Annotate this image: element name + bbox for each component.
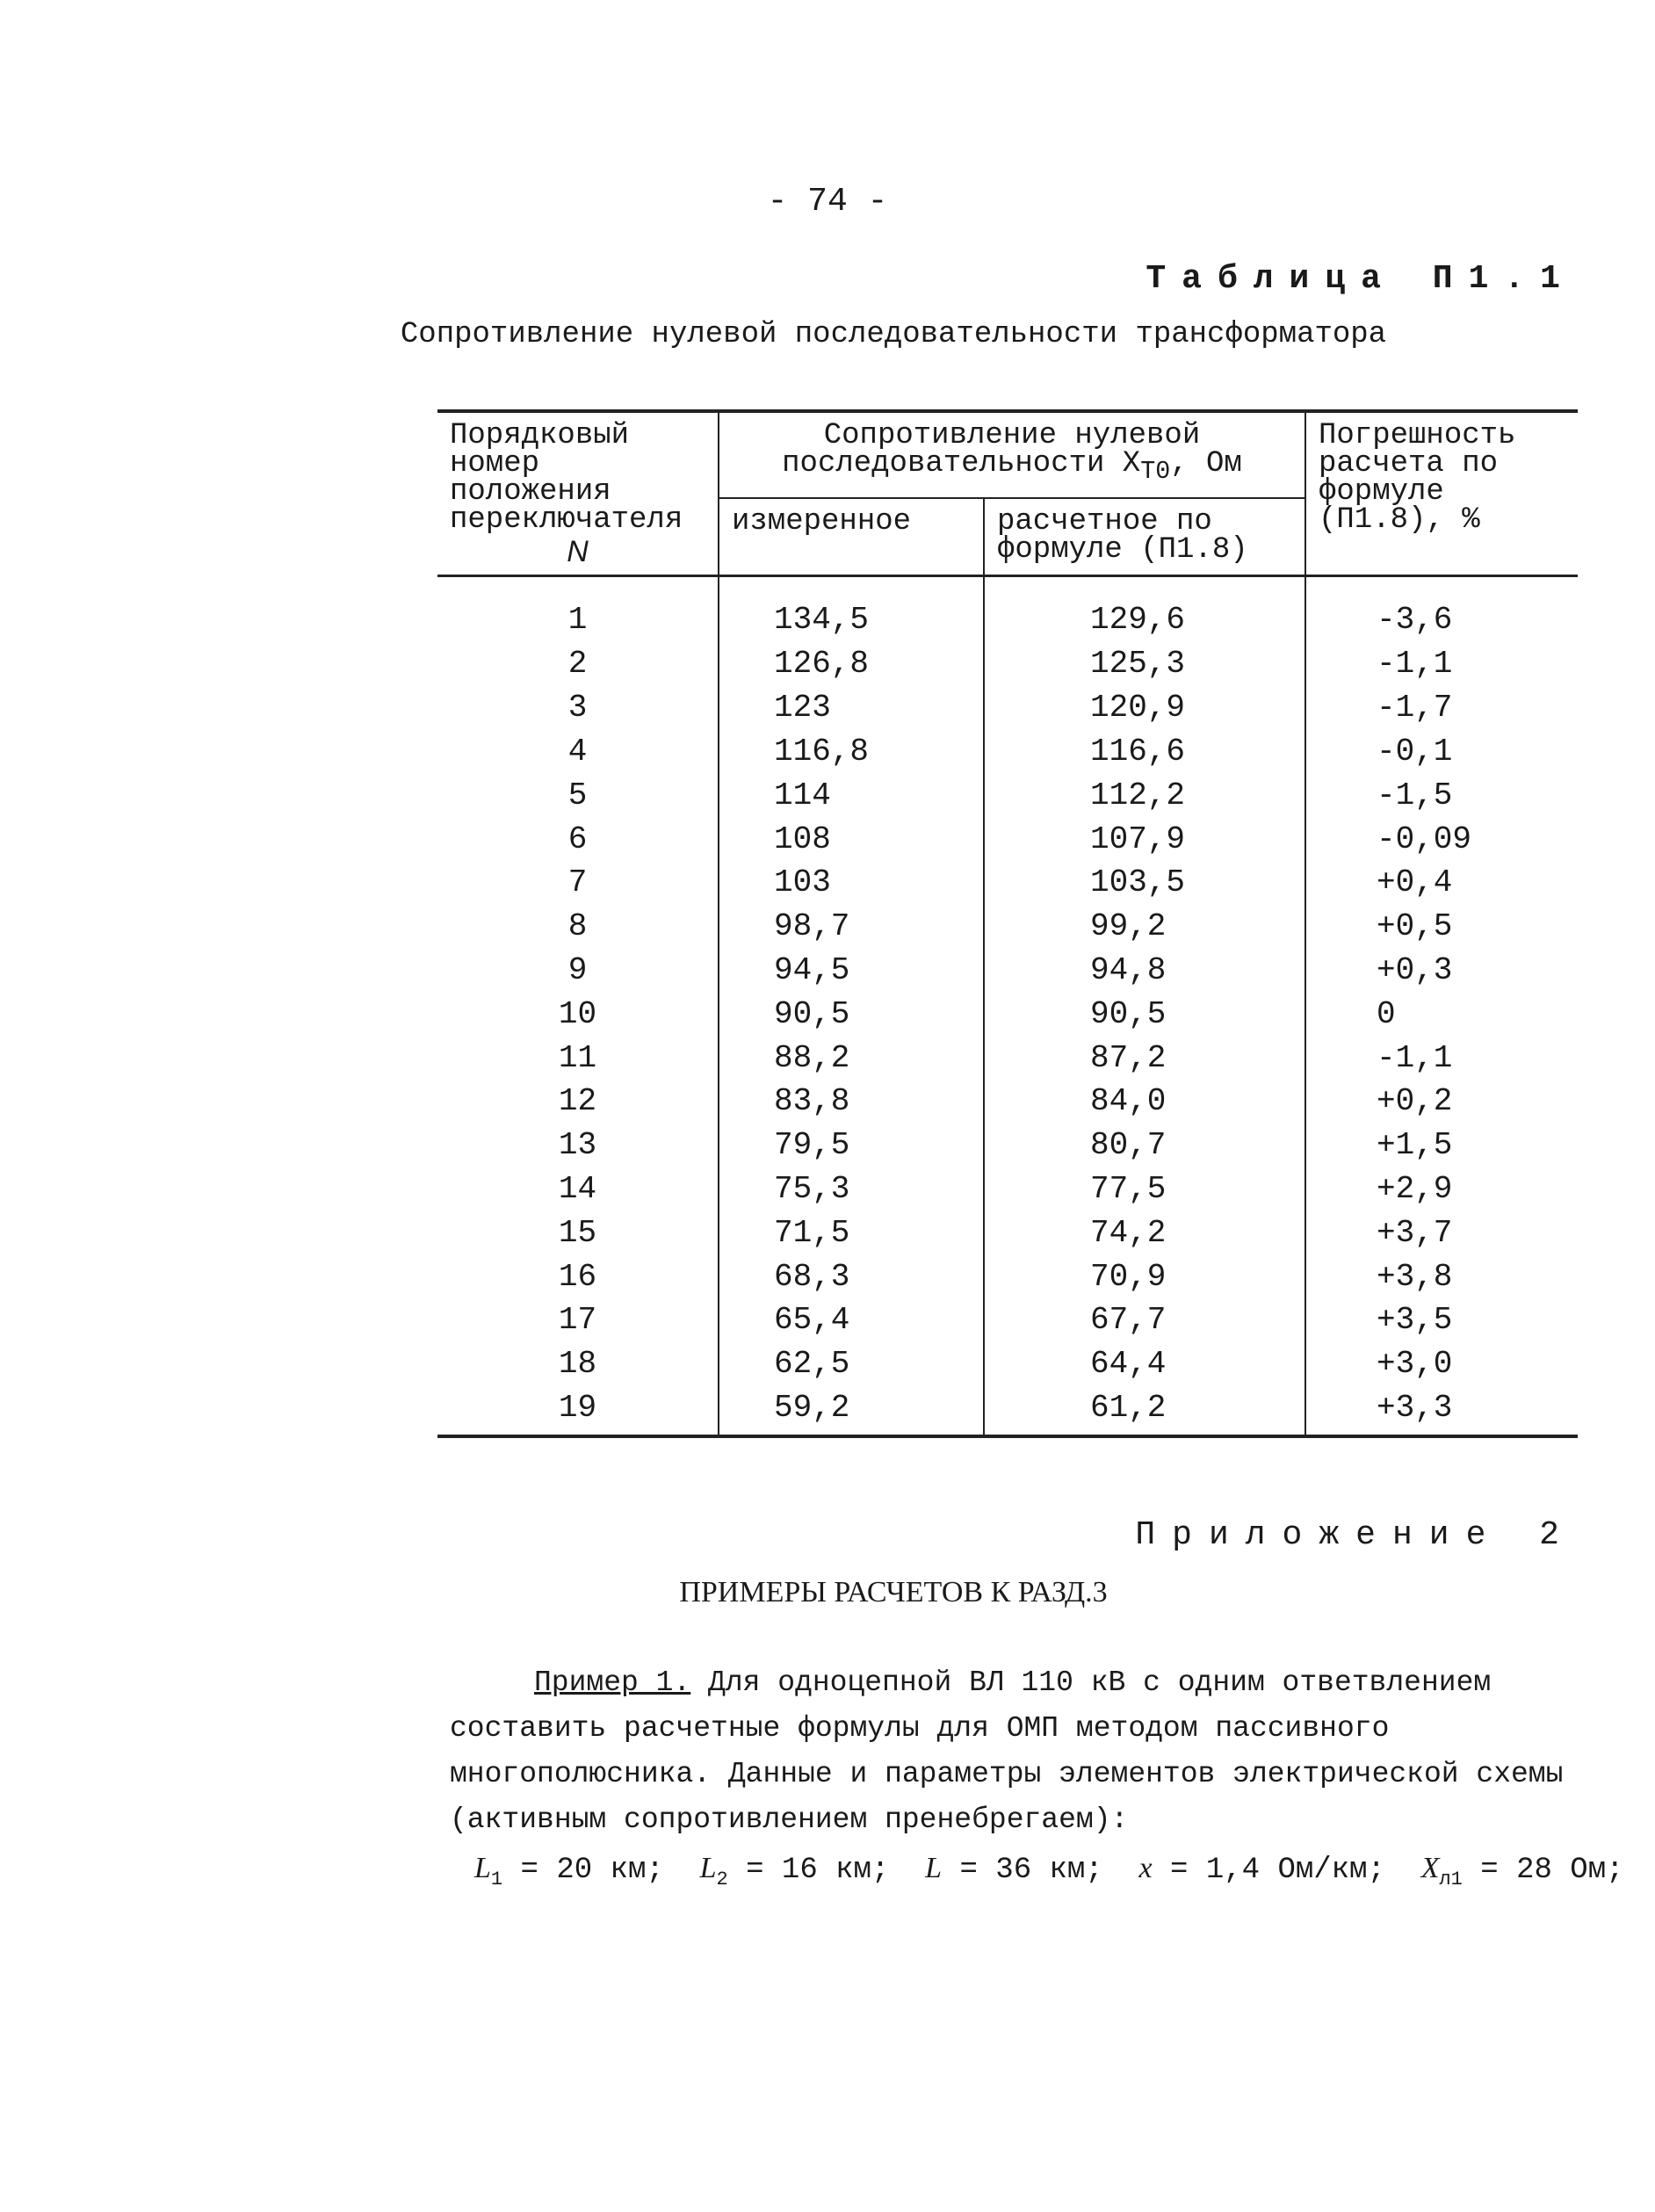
table-row (437, 992, 1578, 1036)
param-l2-sub: 2 (716, 1868, 728, 1890)
cell-error: -0,1 (1305, 730, 1578, 774)
table-row (437, 686, 1578, 730)
cell-measured: 114 (719, 773, 984, 817)
cell-calculated: 64,4 (984, 1342, 1305, 1386)
table-title: Сопротивление нулевой последовательности трансформатора (400, 318, 1387, 351)
table-label: Таблица П1.1 (1145, 260, 1576, 298)
cell-position: 4 (437, 730, 719, 774)
cell-error: -1,1 (1305, 642, 1578, 686)
cell-calculated: 87,2 (984, 1036, 1305, 1080)
cell-error: +0,5 (1305, 905, 1578, 949)
cell-error: -1,1 (1305, 1036, 1578, 1080)
cell-error: -3,6 (1305, 576, 1578, 643)
cell-position: 10 (437, 992, 719, 1036)
cell-measured: 134,5 (719, 576, 984, 643)
param-l1-value: = 20 км; (502, 1854, 664, 1887)
cell-measured: 62,5 (719, 1342, 984, 1386)
cell-calculated: 103,5 (984, 861, 1305, 905)
cell-position: 5 (437, 773, 719, 817)
cell-measured: 98,7 (719, 905, 984, 949)
cell-measured: 68,3 (719, 1254, 984, 1298)
cell-calculated: 107,9 (984, 817, 1305, 861)
cell-measured: 116,8 (719, 730, 984, 774)
table-row (437, 1080, 1578, 1124)
cell-calculated: 70,9 (984, 1254, 1305, 1298)
cell-position: 14 (437, 1167, 719, 1211)
table-row (437, 905, 1578, 949)
cell-position: 19 (437, 1386, 719, 1437)
cell-measured: 75,3 (719, 1167, 984, 1211)
cell-calculated: 125,3 (984, 642, 1305, 686)
cell-measured: 59,2 (719, 1386, 984, 1437)
table-row (437, 642, 1578, 686)
param-x-symbol: x (1138, 1852, 1153, 1884)
cell-error: +2,9 (1305, 1167, 1578, 1211)
cell-measured: 79,5 (719, 1124, 984, 1167)
cell-calculated: 61,2 (984, 1386, 1305, 1437)
cell-error: +0,4 (1305, 861, 1578, 905)
cell-position: 3 (437, 686, 719, 730)
section-title: ПРИМЕРЫ РАСЧЕТОВ К РАЗД.3 (679, 1576, 1108, 1608)
param-l2-value: = 16 км; (727, 1854, 890, 1887)
table-row (437, 730, 1578, 774)
cell-measured: 103 (719, 861, 984, 905)
example-lead: Пример 1. (534, 1666, 691, 1699)
table-row (437, 949, 1578, 993)
table-row (437, 861, 1578, 905)
cell-position: 2 (437, 642, 719, 686)
cell-position: 15 (437, 1211, 719, 1254)
cell-position: 1 (437, 576, 719, 643)
example-text: Для одноцепной ВЛ 110 кВ с одним ответвлением составить расчетные формулы для ОМП методом пассивного многополюсника. Данные и параметры элементов электрической схемы (активным сопротивлением пренебрегаем): (450, 1666, 1564, 1836)
param-xl1-sub: л1 (1439, 1868, 1463, 1890)
cell-error: -0,09 (1305, 817, 1578, 861)
param-l2-symbol: L (699, 1852, 717, 1884)
cell-calculated: 94,8 (984, 949, 1305, 993)
param-l-value: = 36 км; (942, 1854, 1103, 1887)
param-l-symbol: L (925, 1852, 943, 1884)
header-calculated: расчетное по формуле (П1.8) (984, 498, 1305, 576)
page-number: - 74 - (767, 183, 888, 220)
table-row (437, 773, 1578, 817)
appendix-label: Приложение 2 (1135, 1516, 1576, 1554)
header-switch-position-text: Порядковый номер положения переключателя (450, 419, 683, 537)
cell-position: 16 (437, 1254, 719, 1298)
cell-calculated: 129,6 (984, 576, 1305, 643)
cell-measured: 90,5 (719, 992, 984, 1036)
cell-error: +0,2 (1305, 1080, 1578, 1124)
cell-measured: 94,5 (719, 949, 984, 993)
header-zero-seq-unit: , Ом (1170, 447, 1242, 481)
cell-measured: 88,2 (719, 1036, 984, 1080)
param-xl1-value: = 28 Ом; (1462, 1854, 1624, 1887)
header-measured: измеренное (719, 498, 984, 576)
param-l1-sub: 1 (490, 1868, 503, 1890)
header-zero-seq-resistance (719, 411, 1305, 498)
cell-calculated: 67,7 (984, 1298, 1305, 1342)
cell-error: +3,0 (1305, 1342, 1578, 1386)
cell-calculated: 77,5 (984, 1167, 1305, 1211)
cell-position: 7 (437, 861, 719, 905)
cell-position: 12 (437, 1080, 719, 1124)
cell-error: -1,5 (1305, 773, 1578, 817)
table-row (437, 1254, 1578, 1298)
cell-measured: 126,8 (719, 642, 984, 686)
cell-position: 6 (437, 817, 719, 861)
param-x-value: = 1,4 Ом/км; (1152, 1854, 1385, 1887)
resistance-table (437, 409, 1578, 1438)
table-row (437, 1167, 1578, 1211)
cell-calculated: 80,7 (984, 1124, 1305, 1167)
cell-error: 0 (1305, 992, 1578, 1036)
cell-measured: 71,5 (719, 1211, 984, 1254)
header-switch-position (437, 411, 719, 576)
cell-calculated: 112,2 (984, 773, 1305, 817)
cell-error: +3,3 (1305, 1386, 1578, 1437)
param-l1-symbol: L (474, 1852, 491, 1884)
cell-measured: 123 (719, 686, 984, 730)
table-row (437, 1211, 1578, 1254)
cell-error: +0,3 (1305, 949, 1578, 993)
parameters-line (474, 1852, 1624, 1890)
cell-measured: 83,8 (719, 1080, 984, 1124)
cell-calculated: 74,2 (984, 1211, 1305, 1254)
cell-calculated: 116,6 (984, 730, 1305, 774)
cell-measured: 108 (719, 817, 984, 861)
table-row (437, 1386, 1578, 1437)
cell-calculated: 99,2 (984, 905, 1305, 949)
table-row (437, 1342, 1578, 1386)
cell-position: 11 (437, 1036, 719, 1080)
cell-calculated: 120,9 (984, 686, 1305, 730)
param-xl1-symbol: X (1420, 1852, 1440, 1884)
cell-error: +3,8 (1305, 1254, 1578, 1298)
header-error: Погрешность расчета по формуле (П1.8), % (1305, 411, 1578, 576)
table-row (437, 1124, 1578, 1167)
cell-position: 9 (437, 949, 719, 993)
cell-error: +1,5 (1305, 1124, 1578, 1167)
cell-position: 13 (437, 1124, 719, 1167)
cell-error: -1,7 (1305, 686, 1578, 730)
table-row (437, 576, 1578, 643)
cell-position: 18 (437, 1342, 719, 1386)
table-row (437, 817, 1578, 861)
cell-error: +3,7 (1305, 1211, 1578, 1254)
cell-error: +3,5 (1305, 1298, 1578, 1342)
example-paragraph (450, 1660, 1583, 1843)
cell-calculated: 90,5 (984, 992, 1305, 1036)
cell-position: 17 (437, 1298, 719, 1342)
table-row (437, 1298, 1578, 1342)
cell-measured: 65,4 (719, 1298, 984, 1342)
header-zero-seq-subscript: T0 (1140, 456, 1171, 486)
table-row (437, 1036, 1578, 1080)
cell-position: 8 (437, 905, 719, 949)
header-n-symbol: N (567, 535, 589, 568)
header-zero-seq-text: Сопротивление нулевой последовательности X (782, 419, 1201, 481)
cell-calculated: 84,0 (984, 1080, 1305, 1124)
